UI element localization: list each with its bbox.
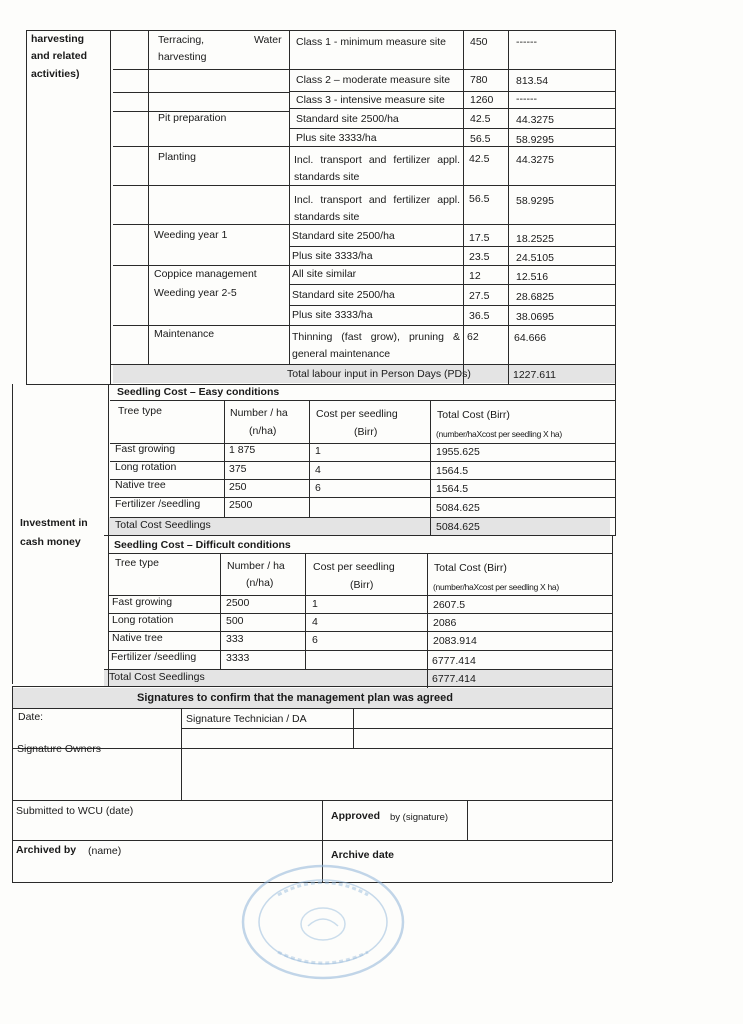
labour-pd-4: 42.5 xyxy=(470,113,491,125)
activity-coppice: Coppice management xyxy=(154,268,257,280)
labour-pd-9: 23.5 xyxy=(469,251,490,263)
labour-val-5: 58.9295 xyxy=(516,134,554,146)
left-label-harvesting-2: and related xyxy=(31,50,88,62)
total-labour-value: 1227.611 xyxy=(513,369,557,381)
activity-planting: Planting xyxy=(158,151,196,163)
easy-row-2-cost: 4 xyxy=(315,464,321,476)
total-labour-label: Total labour input in Person Days (PDs) xyxy=(287,368,471,380)
labour-desc-8: Standard site 2500/ha xyxy=(292,230,395,242)
labour-val-11: 28.6825 xyxy=(516,291,554,303)
archived-label: Archived by xyxy=(16,844,77,856)
labour-desc-1: Class 1 - minimum measure site xyxy=(296,36,446,48)
easy-row-4-num: 2500 xyxy=(229,499,253,511)
difficult-total-value: 6777.414 xyxy=(432,673,476,685)
labour-pd-12: 36.5 xyxy=(469,310,490,322)
submitted-label: Submitted to WCU (date) xyxy=(16,805,134,817)
left-label-harvesting-1: harvesting xyxy=(31,33,85,45)
difficult-row-2-type: Long rotation xyxy=(112,614,174,626)
labour-pd-13: 62 xyxy=(467,331,479,343)
easy-row-3-cost: 6 xyxy=(315,482,321,494)
easy-row-2-total: 1564.5 xyxy=(436,465,469,477)
archived-sub-label: (name) xyxy=(88,845,122,857)
activity-water: Water xyxy=(254,34,282,46)
easy-row-3-total: 1564.5 xyxy=(436,483,469,495)
labour-pd-8: 17.5 xyxy=(469,232,490,244)
labour-desc-12: Plus site 3333/ha xyxy=(292,309,373,321)
easy-row-1-cost: 1 xyxy=(315,445,321,457)
difficult-row-2-total: 2086 xyxy=(433,617,457,629)
difficult-row-1-type: Fast growing xyxy=(112,596,173,608)
labour-pd-3: 1260 xyxy=(470,94,494,106)
archive-date-label: Archive date xyxy=(331,849,395,861)
easy-total-value: 5084.625 xyxy=(436,521,480,533)
labour-desc-10: All site similar xyxy=(292,268,357,280)
difficult-row-4-type: Fertilizer /seedling xyxy=(111,651,197,663)
left-label-investment-2: cash money xyxy=(20,536,81,548)
easy-row-2-type: Long rotation xyxy=(115,461,177,473)
activity-terracing: Terracing, xyxy=(158,34,205,46)
approved-label: Approved xyxy=(331,810,381,822)
difficult-row-4-num: 3333 xyxy=(226,652,250,664)
labour-desc-11: Standard site 2500/ha xyxy=(292,289,395,301)
difficult-header-number: Number / ha xyxy=(227,560,285,572)
difficult-row-3-total: 2083.914 xyxy=(433,635,477,647)
activity-maintenance: Maintenance xyxy=(154,328,215,340)
easy-row-1-num: 1 875 xyxy=(229,444,256,456)
easy-header-total: Total Cost (Birr) xyxy=(437,409,510,421)
labour-val-3: ------ xyxy=(516,93,537,105)
labour-desc-3: Class 3 - intensive measure site xyxy=(296,94,445,106)
easy-row-4-total: 5084.625 xyxy=(436,502,480,514)
labour-val-13: 64.666 xyxy=(514,332,547,344)
labour-pd-5: 56.5 xyxy=(470,133,491,145)
difficult-header-total: Total Cost (Birr) xyxy=(434,562,507,574)
difficult-row-3-num: 333 xyxy=(226,633,244,645)
easy-row-1-total: 1955.625 xyxy=(436,446,480,458)
labour-desc-7: Incl. transport and fertilizer appl. standards site xyxy=(294,194,460,223)
signature-owners-label: Signature Owners xyxy=(17,743,102,755)
labour-val-8: 18.2525 xyxy=(516,233,554,245)
difficult-row-4-total: 6777.414 xyxy=(432,655,476,667)
easy-row-2-num: 375 xyxy=(229,463,247,475)
activity-harvesting: harvesting xyxy=(158,51,207,63)
difficult-header-total-formula: (number/haXcost per seedling X ha) xyxy=(433,582,559,592)
labour-pd-6: 42.5 xyxy=(469,153,490,165)
easy-row-4-type: Fertilizer /seedling xyxy=(115,498,201,510)
labour-val-2: 813.54 xyxy=(516,75,549,87)
easy-row-3-type: Native tree xyxy=(115,479,166,491)
labour-desc-4: Standard site 2500/ha xyxy=(296,113,399,125)
easy-title: Seedling Cost – Easy conditions xyxy=(117,386,280,398)
labour-val-9: 24.5105 xyxy=(516,252,554,264)
difficult-row-1-cost: 1 xyxy=(312,598,318,610)
easy-row-3-num: 250 xyxy=(229,481,247,493)
labour-desc-5: Plus site 3333/ha xyxy=(296,132,377,144)
easy-header-number-unit: (n/ha) xyxy=(249,425,277,437)
signature-date-label: Date: xyxy=(18,711,44,723)
labour-pd-2: 780 xyxy=(470,74,488,86)
difficult-row-3-type: Native tree xyxy=(112,632,163,644)
activity-weeding-year-2-5: Weeding year 2-5 xyxy=(154,287,237,299)
labour-desc-6: Incl. transport and fertilizer appl. standards site xyxy=(294,154,460,183)
labour-val-10: 12.516 xyxy=(516,271,549,283)
easy-total-label: Total Cost Seedlings xyxy=(115,519,211,531)
labour-desc-13: Thinning (fast grow), pruning & general maintenance xyxy=(292,331,460,360)
labour-val-12: 38.0695 xyxy=(516,311,554,323)
easy-header-cost: Cost per seedling xyxy=(316,408,398,420)
left-label-investment-1: Investment in xyxy=(20,517,88,529)
labour-pd-1: 450 xyxy=(470,36,488,48)
labour-pd-10: 12 xyxy=(469,270,481,282)
difficult-header-cost-unit: (Birr) xyxy=(350,579,374,591)
difficult-row-3-cost: 6 xyxy=(312,634,318,646)
difficult-header-tree-type: Tree type xyxy=(115,557,159,569)
labour-pd-11: 27.5 xyxy=(469,290,490,302)
left-label-harvesting-3: activities) xyxy=(31,68,80,80)
labour-pd-7: 56.5 xyxy=(469,193,490,205)
easy-row-1-type: Fast growing xyxy=(115,443,176,455)
activity-pit-preparation: Pit preparation xyxy=(158,112,227,124)
activity-weeding-year-1: Weeding year 1 xyxy=(154,229,228,241)
difficult-row-2-cost: 4 xyxy=(312,616,318,628)
easy-header-cost-unit: (Birr) xyxy=(354,426,378,438)
signature-technician-label: Signature Technician / DA xyxy=(186,713,307,725)
approved-sub-label: by (signature) xyxy=(390,812,449,823)
labour-val-6: 44.3275 xyxy=(516,154,554,166)
labour-val-1: ------ xyxy=(516,36,537,48)
labour-desc-9: Plus site 3333/ha xyxy=(292,250,373,262)
difficult-total-label: Total Cost Seedlings xyxy=(109,671,205,683)
easy-header-number: Number / ha xyxy=(230,407,288,419)
difficult-row-1-num: 2500 xyxy=(226,597,250,609)
difficult-row-1-total: 2607.5 xyxy=(433,599,466,611)
easy-header-total-formula: (number/haXcost per seedling X ha) xyxy=(436,429,562,439)
labour-val-7: 58.9295 xyxy=(516,195,554,207)
difficult-row-2-num: 500 xyxy=(226,615,244,627)
labour-desc-2: Class 2 – moderate measure site xyxy=(296,74,451,86)
difficult-header-cost: Cost per seedling xyxy=(313,561,395,573)
difficult-title: Seedling Cost – Difficult conditions xyxy=(114,539,291,551)
official-stamp xyxy=(238,860,408,980)
labour-val-4: 44.3275 xyxy=(516,114,554,126)
difficult-header-number-unit: (n/ha) xyxy=(246,577,274,589)
signatures-title: Signatures to confirm that the management plan was agreed xyxy=(137,692,454,704)
easy-header-tree-type: Tree type xyxy=(118,405,162,417)
